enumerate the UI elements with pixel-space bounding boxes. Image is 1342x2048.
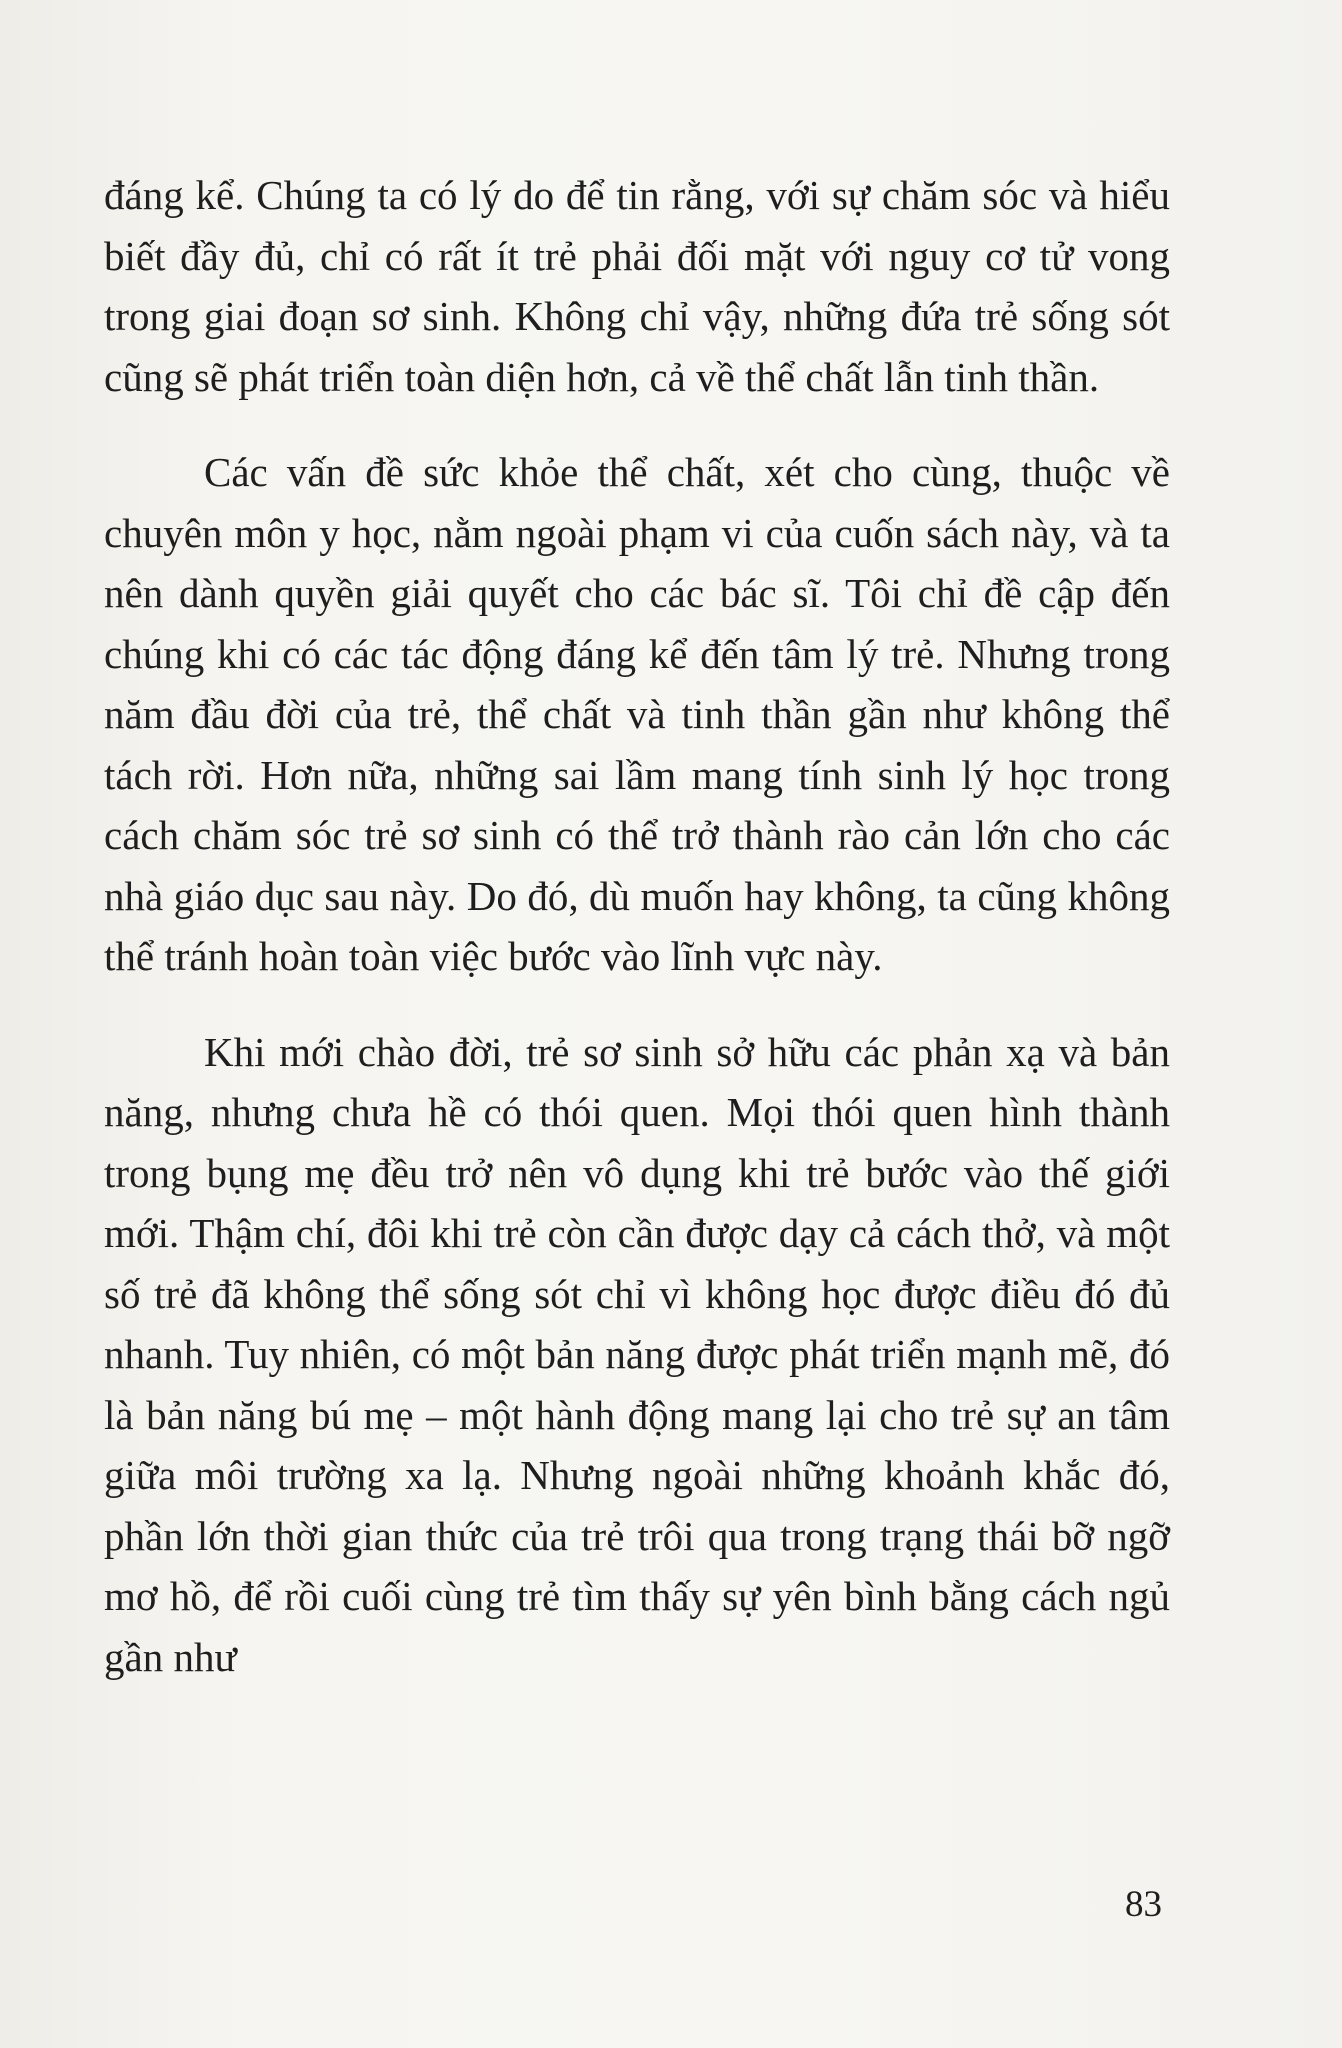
paragraph-2: Các vấn đề sức khỏe thể chất, xét cho cùng, thuộc về chuyên môn y học, nằm ngoài phạm vi của cuốn sách này, và ta nên dành quyền giải quyết cho các bác sĩ. Tôi chỉ đề cập đến chúng khi có các tác động đáng kể đến tâm lý trẻ. Nhưng trong năm đầu đời của trẻ, thể chất và tinh thần gần như không thể tách rời. Hơn nữa, những sai lầm mang tính sinh lý học trong cách chăm sóc trẻ sơ sinh có thể trở thành rào cản lớn cho các nhà giáo dục sau này. Do đó, dù muốn hay không, ta cũng không thể tránh hoàn toàn việc bước vào lĩnh vực này. — [104, 449, 1170, 979]
page-number: 83 — [1125, 1884, 1162, 1925]
paragraph-1: đáng kể. Chúng ta có lý do để tin rằng, với sự chăm sóc và hiểu biết đầy đủ, chỉ có rất ít trẻ phải đối mặt với nguy cơ tử vong trong giai đoạn sơ sinh. Không chỉ vậy, những đứa trẻ sống sót cũng sẽ phát triển toàn diện hơn, cả về thể chất lẫn tinh thần. — [104, 172, 1170, 400]
paragraph-3: Khi mới chào đời, trẻ sơ sinh sở hữu các phản xạ và bản năng, nhưng chưa hề có thói quen. Mọi thói quen hình thành trong bụng mẹ đều trở nên vô dụng khi trẻ bước vào thế giới mới. Thậm chí, đôi khi trẻ còn cần được dạy cả cách thở, và một số trẻ đã không thể sống sót chỉ vì không học được điều đó đủ nhanh. Tuy nhiên, có một bản năng được phát triển mạnh mẽ, đó là bản năng bú mẹ – một hành động mang lại cho trẻ sự an tâm giữa môi trường xa lạ. Nhưng ngoài những khoảnh khắc đó, phần lớn thời gian thức của trẻ trôi qua trong trạng thái bỡ ngỡ mơ hồ, để rồi cuối cùng trẻ tìm thấy sự yên bình bằng cách ngủ gần như — [104, 1028, 1170, 1680]
page-body — [104, 165, 1170, 1722]
